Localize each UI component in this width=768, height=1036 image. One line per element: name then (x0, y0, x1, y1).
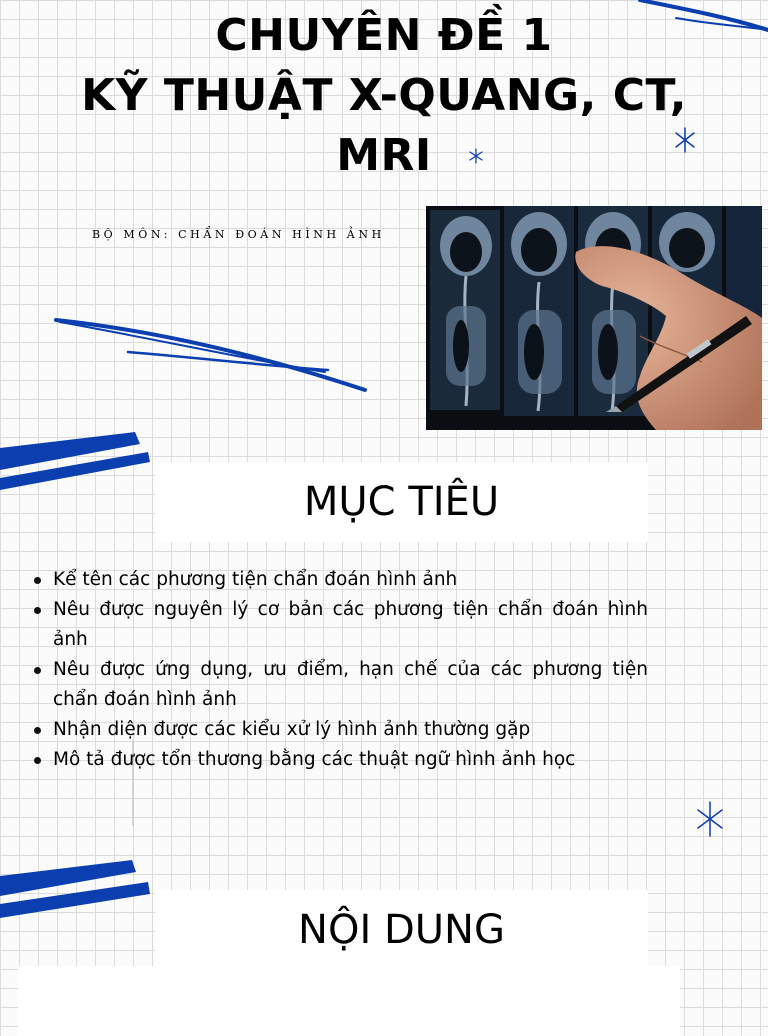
list-item: Nêu được ứng dụng, ưu điểm, hạn chế của các phương tiện chẩn đoán hình ảnh (34, 655, 648, 715)
objectives-heading (155, 462, 648, 542)
brush-stroke-scribble-2 (60, 322, 325, 372)
department-subtitle: BỘ MÔN: CHẨN ĐOÁN HÌNH ẢNH (92, 228, 385, 241)
content-heading (155, 890, 648, 970)
title-line-3: MRI (336, 130, 432, 181)
title-line-1: CHUYÊN ĐỀ 1 (215, 10, 553, 61)
objectives-list (34, 565, 648, 775)
title-line-2: KỸ THUẬT X-QUANG, CT, (81, 70, 687, 121)
sparkle-icon (698, 802, 722, 836)
list-item: Nêu được nguyên lý cơ bản các phương tiện chẩn đoán hình ảnh (34, 595, 648, 655)
list-item: Nhận diện được các kiểu xử lý hình ảnh thường gặp (34, 715, 648, 745)
content-heading-text: NỘI DUNG (298, 907, 505, 953)
list-item: Kể tên các phương tiện chẩn đoán hình ảnh (34, 565, 648, 595)
page-title (40, 6, 728, 186)
list-item: Mô tả được tổn thương bằng các thuật ngữ hình ảnh học (34, 745, 648, 775)
objectives-heading-text: MỤC TIÊU (303, 479, 500, 525)
content-panel (18, 966, 680, 1036)
mri-scan-photo (426, 206, 762, 430)
